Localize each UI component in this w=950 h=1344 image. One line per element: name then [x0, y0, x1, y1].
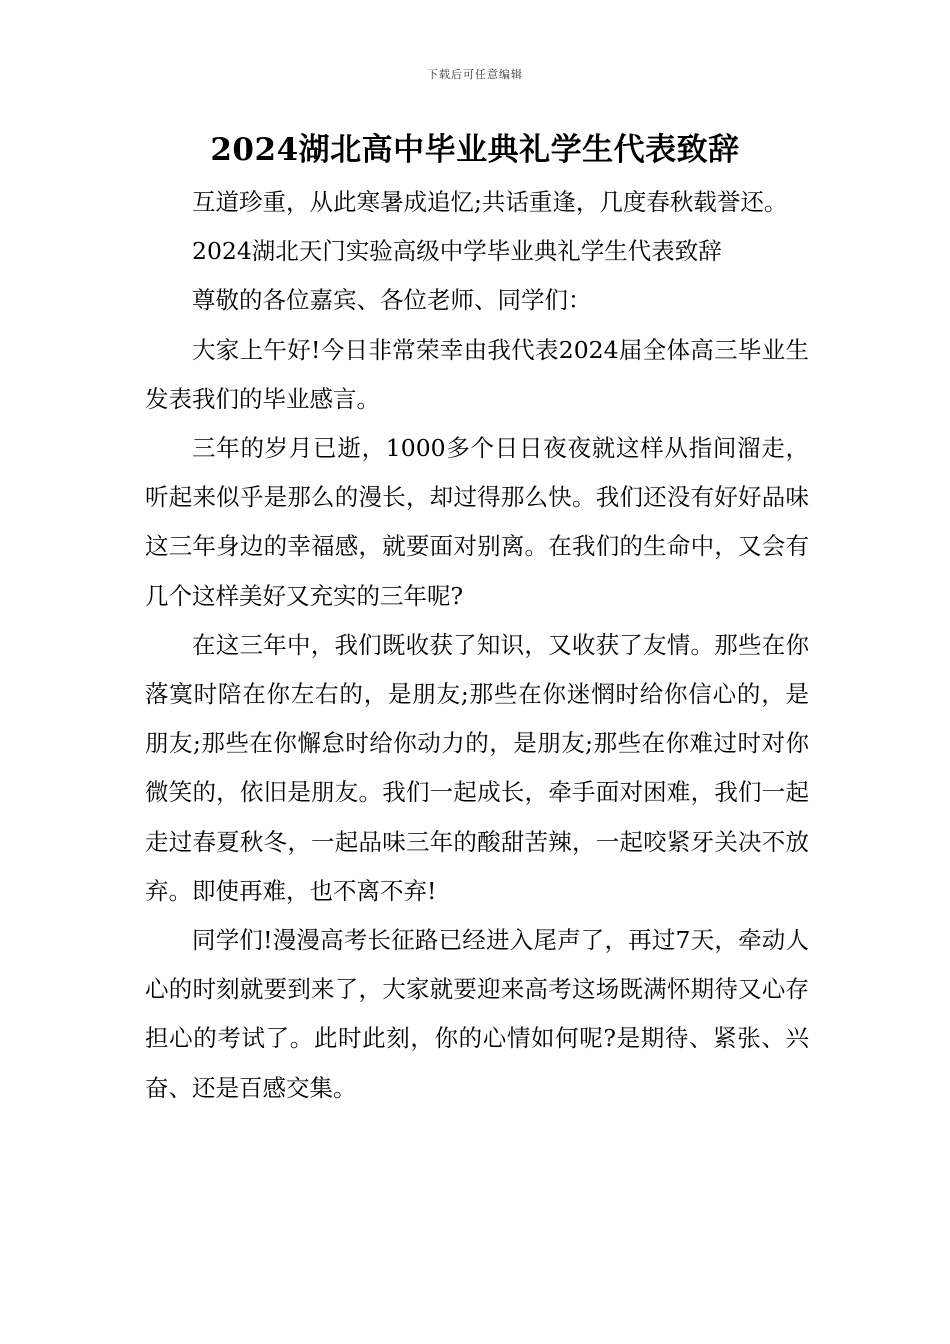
paragraph: 2024湖北天门实验高级中学毕业典礼学生代表致辞 [192, 237, 722, 266]
paragraph: 互道珍重，从此寒暑成追忆;共话重逢，几度春秋载誉还。 [192, 188, 788, 216]
document-body [145, 178, 809, 1113]
paragraph: 尊敬的各位嘉宾、各位老师、同学们： [192, 286, 592, 315]
paragraph: 同学们!漫漫高考长征路已经进入尾声了，再过7天，牵动人心的时刻就要到来了，大家就要迎来高考这场既满怀期待又心存担心的考试了。此时此刻，你的心情如何呢?是期待、紧张、兴奋、还是百感交集。 [145, 926, 809, 1102]
document-title: 2024湖北高中毕业典礼学生代表致辞 [210, 132, 740, 168]
paragraph: 在这三年中，我们既收获了知识，又收获了友情。那些在你落寞时陪在你左右的，是朋友;那些在你迷惘时给你信心的，是朋友;那些在你懈怠时给你动力的，是朋友;那些在你难过时对你微笑的，依旧是朋友。我们一起成长，牵手面对困难，我们一起走过春夏秋冬，一起品味三年的酸甜苦辣，一起咬紧牙关决不放弃。即使再难，也不离不弃! [145, 630, 809, 905]
paragraph: 三年的岁月已逝，1000多个日日夜夜就这样从指间溜走，听起来似乎是那么的漫长，却过得那么快。我们还没有好好品味这三年身边的幸福感，就要面对别离。在我们的生命中，又会有几个这样美好又充实的三年呢? [145, 434, 809, 610]
paragraph: 大家上午好!今日非常荣幸由我代表2024届全体高三毕业生发表我们的毕业感言。 [145, 335, 809, 413]
header-note: 下载后可任意编辑 [427, 68, 523, 81]
